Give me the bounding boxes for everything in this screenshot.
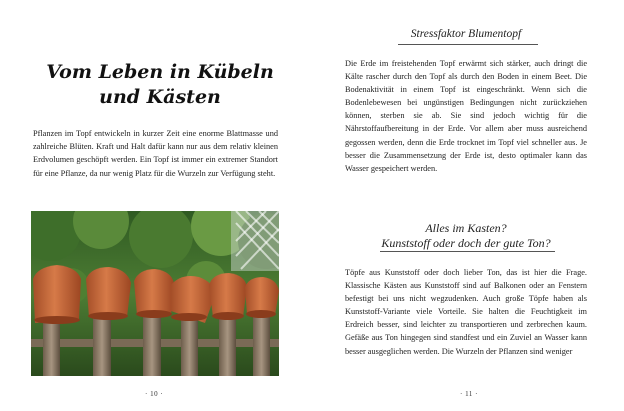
- section-heading-kasten: [345, 221, 587, 251]
- chapter-title: [40, 60, 280, 110]
- section-heading-kasten-line2: Kunststoff oder doch der gute Ton?: [381, 236, 551, 250]
- chapter-title-line2: und Kästen: [99, 86, 221, 108]
- chapter-title-line1: Vom Leben in Kübeln: [46, 61, 274, 83]
- page-number-left: · 10 ·: [145, 390, 164, 398]
- flower-pots-photo: [31, 211, 279, 376]
- section-stress-paragraph: Die Erde im freistehenden Topf erwärmt sich stärker, auch dringt die Kälte rascher durch den Topf als durch den Boden in einem Beet. Die Bodenaktivität in einem Topf ist eingeschränkt. Wenn sich die Bodenlebewesen bei ungünstigen Bedingungen nicht zurückziehen können, sterben sie ab. Sie sind jedoch wichtig für die Nährstoffaufbereitung in der Erde. Vor allem aber muss ausreichend gegossen werden, denn die Erde trocknet im Topf viel schneller aus. Je besser die Zusammensetzung der Erde ist, desto optimaler kann das Wasser gespeichert werden.: [345, 59, 587, 173]
- heading-underline: [380, 251, 555, 252]
- section-heading-kasten-line1: Alles im Kasten?: [425, 221, 507, 235]
- heading-underline: [398, 44, 538, 45]
- section-heading-stress: Stressfaktor Blumentopf: [410, 28, 522, 40]
- section-kasten-paragraph: Töpfe aus Kunststoff oder doch lieber Ton, das ist hier die Frage. Klassische Kästen aus Kunststoff sind auf Balkonen oder an Fenstern befestigt bei uns nicht wegzudenken. Auch große Töpfe haben als Kunststoff-Variante viele Vorteile. Sie halten die Feuchtigkeit im Erdreich besser, sind leichter zu transportieren und zerbrechen kaum. Gefäße aus Ton hingegen sind standfest und ein Zuviel an Wasser kann besser ausgeglichen werden. Die Wurzeln der Pflanzen sind weniger: [345, 268, 587, 356]
- flower-pots-illustration: [31, 211, 279, 376]
- page-number-right: · 11 ·: [460, 390, 478, 398]
- intro-paragraph: Pflanzen im Topf entwickeln in kurzer Zeit eine enorme Blattmasse und zahlreiche Blüten. Kraft und Halt dafür kann nur aus dem relativ kleinen Erdvolumen geschöpft werden. Ein Topf ist immer ein extremer Standort für eine Pflanze, da nur wenig Platz für die Wurzeln zur Verfügung steht.: [33, 129, 278, 178]
